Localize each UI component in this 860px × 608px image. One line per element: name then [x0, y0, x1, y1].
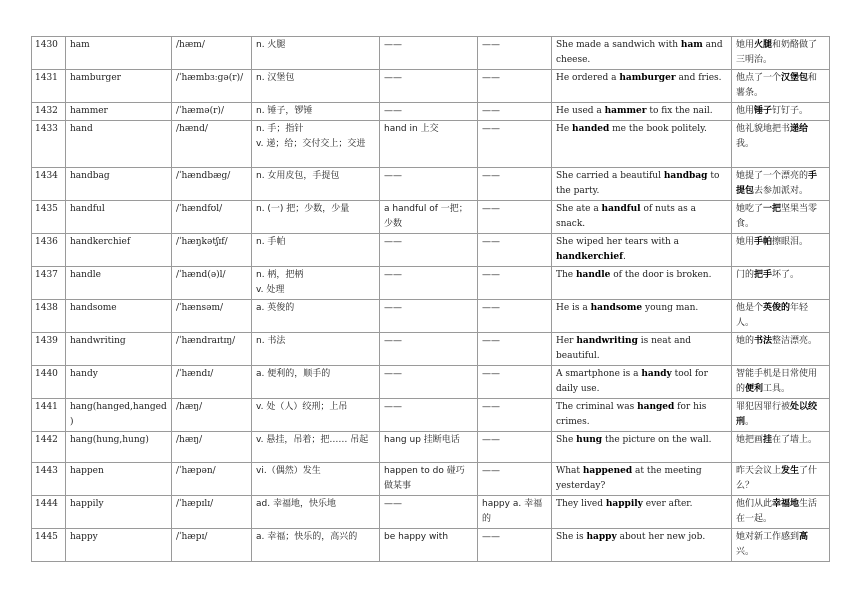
example-sentence	[552, 300, 732, 333]
example-sentence-highlight: happy	[586, 532, 617, 542]
table-row	[32, 399, 830, 432]
example-sentence-text: A smartphone is a	[556, 369, 642, 379]
entry-derivative: ——	[478, 37, 552, 70]
example-sentence-text: She made a sandwich with	[556, 40, 681, 50]
entry-number: 1436	[32, 234, 66, 267]
entry-phonetic: /ˈhændfʊl/	[172, 201, 252, 234]
meaning-line: v. 悬挂，吊着；把…… 吊起	[256, 435, 369, 445]
chinese-translation-text: 她用	[736, 40, 755, 50]
entry-word: handsome	[66, 300, 172, 333]
example-sentence	[552, 201, 732, 234]
entry-meaning	[252, 168, 380, 201]
entry-phonetic: /ˈhænsəm/	[172, 300, 252, 333]
meaning-line: n. 手；指针	[256, 124, 304, 134]
entry-word: handy	[66, 366, 172, 399]
example-sentence-highlight: handful	[601, 204, 641, 214]
table-row	[32, 333, 830, 366]
entry-word: hang(hung,hung)	[66, 432, 172, 463]
chinese-translation-text: 兴。	[736, 547, 755, 557]
example-sentence-text: Her	[556, 336, 577, 346]
example-sentence-text: me the book politely.	[609, 124, 707, 134]
entry-phrase: a handful of 一把；少数	[380, 201, 478, 234]
chinese-translation-text: 他用	[736, 106, 755, 116]
entry-word: happy	[66, 529, 172, 562]
chinese-translation-text: 昨天会议上	[736, 466, 782, 476]
entry-derivative: ——	[478, 70, 552, 103]
chinese-translation-highlight: 书法	[754, 336, 773, 346]
example-sentence-text: to fix the nail.	[646, 106, 713, 116]
example-sentence-text: to the party.	[556, 171, 720, 196]
example-sentence-text: She ate a	[556, 204, 602, 214]
chinese-translation-highlight: 手帕	[754, 237, 773, 247]
meaning-line: n. 女用皮包，手提包	[256, 171, 340, 181]
entry-word: handle	[66, 267, 172, 300]
chinese-translation-text: 坏了。	[772, 270, 800, 280]
chinese-translation-text: 了什么？	[736, 466, 818, 491]
chinese-translation-text: 她用	[736, 237, 755, 247]
chinese-translation	[732, 201, 830, 234]
chinese-translation-text: 罪犯因罪行被	[736, 402, 791, 412]
chinese-translation-highlight: 便利	[745, 384, 764, 394]
chinese-translation-text: 坚果当零食。	[736, 204, 818, 229]
entry-derivative: ——	[478, 300, 552, 333]
table-row	[32, 496, 830, 529]
chinese-translation	[732, 300, 830, 333]
entry-number: 1438	[32, 300, 66, 333]
entry-phonetic: /ˈhænd(ə)l/	[172, 267, 252, 300]
example-sentence-text: is neat and beautiful.	[556, 336, 691, 361]
entry-word: ham	[66, 37, 172, 70]
entry-number: 1430	[32, 37, 66, 70]
chinese-translation-text: 我。	[736, 139, 755, 149]
entry-phonetic: /hæŋ/	[172, 432, 252, 463]
entry-derivative: ——	[478, 529, 552, 562]
entry-number: 1439	[32, 333, 66, 366]
meaning-line: v. 处理	[256, 285, 285, 295]
entry-meaning	[252, 300, 380, 333]
entry-meaning	[252, 333, 380, 366]
example-sentence-highlight: handwriting	[576, 336, 638, 346]
chinese-translation-highlight: 递给	[790, 124, 809, 134]
example-sentence-text: She is	[556, 532, 587, 542]
entry-meaning	[252, 121, 380, 168]
entry-meaning	[252, 366, 380, 399]
chinese-translation-highlight: 汉堡包	[781, 73, 809, 83]
example-sentence-text: and fries.	[675, 73, 722, 83]
example-sentence-highlight: handbag	[663, 171, 708, 181]
entry-phonetic: /ˈhændbæg/	[172, 168, 252, 201]
example-sentence-text: young man.	[642, 303, 699, 313]
example-sentence-highlight: happened	[582, 466, 633, 476]
chinese-translation-highlight: 一把	[763, 204, 782, 214]
meaning-line: v. 递；给；交付交上；交进	[256, 139, 366, 149]
meaning-line: n. 手帕	[256, 237, 286, 247]
vocabulary-table-body	[32, 37, 830, 562]
example-sentence-highlight: handy	[641, 369, 672, 379]
example-sentence-highlight: hamburger	[619, 73, 676, 83]
example-sentence	[552, 463, 732, 496]
chinese-translation-text: 擦眼泪。	[772, 237, 809, 247]
entry-number: 1431	[32, 70, 66, 103]
chinese-translation	[732, 37, 830, 70]
example-sentence-text: She	[556, 435, 577, 445]
entry-phonetic: /hæm/	[172, 37, 252, 70]
entry-number: 1443	[32, 463, 66, 496]
entry-phrase: ——	[380, 234, 478, 267]
entry-phonetic: /hæŋ/	[172, 399, 252, 432]
entry-derivative: ——	[478, 333, 552, 366]
chinese-translation	[732, 432, 830, 463]
entry-number: 1444	[32, 496, 66, 529]
table-row	[32, 529, 830, 562]
example-sentence-highlight: handsome	[590, 303, 643, 313]
entry-word: happily	[66, 496, 172, 529]
entry-phrase: ——	[380, 333, 478, 366]
chinese-translation	[732, 168, 830, 201]
meaning-line: n. (一) 把；少数，少量	[256, 204, 350, 214]
entry-word: hammer	[66, 103, 172, 121]
entry-phrase: hang up 挂断电话	[380, 432, 478, 463]
table-row	[32, 37, 830, 70]
entry-number: 1432	[32, 103, 66, 121]
chinese-translation-text: 钉钉子。	[772, 106, 809, 116]
entry-phrase: ——	[380, 70, 478, 103]
chinese-translation-highlight: 火腿	[754, 40, 773, 50]
example-sentence-text: She wiped her tears with a	[556, 237, 680, 247]
example-sentence-text: The criminal was	[556, 402, 638, 412]
meaning-line: a. 便利的，顺手的	[256, 369, 331, 379]
chinese-translation-text: 她的	[736, 336, 755, 346]
example-sentence-text: He used a	[556, 106, 605, 116]
table-row	[32, 168, 830, 201]
example-sentence	[552, 70, 732, 103]
entry-derivative: ——	[478, 267, 552, 300]
entry-meaning	[252, 70, 380, 103]
entry-meaning	[252, 463, 380, 496]
entry-phrase: ——	[380, 267, 478, 300]
entry-number: 1437	[32, 267, 66, 300]
entry-phrase: happen to do 碰巧做某事	[380, 463, 478, 496]
entry-number: 1445	[32, 529, 66, 562]
chinese-translation	[732, 234, 830, 267]
entry-derivative: ——	[478, 103, 552, 121]
entry-phonetic: /ˈhæmbɜːgə(r)/	[172, 70, 252, 103]
chinese-translation-text: 他们从此	[736, 499, 773, 509]
example-sentence	[552, 103, 732, 121]
entry-phonetic: /ˈhæpən/	[172, 463, 252, 496]
entry-phrase: ——	[380, 103, 478, 121]
chinese-translation-text: 她把画	[736, 435, 764, 445]
chinese-translation-highlight: 英俊的	[763, 303, 791, 313]
example-sentence	[552, 399, 732, 432]
example-sentence	[552, 496, 732, 529]
entry-phrase: be happy with	[380, 529, 478, 562]
meaning-line: n. 火腿	[256, 40, 286, 50]
entry-number: 1435	[32, 201, 66, 234]
example-sentence-text: of nuts as a snack.	[556, 204, 696, 229]
chinese-translation-text: 她对新工作感到	[736, 532, 800, 542]
entry-phonetic: /ˈhæmə(r)/	[172, 103, 252, 121]
chinese-translation-text: 生活在一起。	[736, 499, 818, 524]
entry-derivative: ——	[478, 463, 552, 496]
example-sentence-text: about her new job.	[616, 532, 706, 542]
entry-phrase: ——	[380, 496, 478, 529]
example-sentence	[552, 121, 732, 168]
chinese-translation-text: 在了墙上。	[772, 435, 818, 445]
entry-derivative: ——	[478, 168, 552, 201]
example-sentence-text: ever after.	[642, 499, 693, 509]
chinese-translation-text: 和薯条。	[736, 73, 818, 98]
entry-phrase: ——	[380, 399, 478, 432]
chinese-translation-text: 他礼貌地把书	[736, 124, 791, 134]
meaning-line: a. 英俊的	[256, 303, 295, 313]
example-sentence	[552, 333, 732, 366]
meaning-line: n. 柄，把柄	[256, 270, 304, 280]
meaning-line: a. 幸福；快乐的，高兴的	[256, 532, 358, 542]
chinese-translation	[732, 496, 830, 529]
example-sentence-text: He ordered a	[556, 73, 620, 83]
chinese-translation-text: 他是个	[736, 303, 764, 313]
example-sentence-text: What	[556, 466, 583, 476]
table-row	[32, 70, 830, 103]
chinese-translation-highlight: 幸福地	[772, 499, 800, 509]
table-row	[32, 201, 830, 234]
table-row	[32, 121, 830, 168]
entry-meaning	[252, 103, 380, 121]
example-sentence-text: at the meeting yesterday?	[556, 466, 702, 491]
chinese-translation	[732, 366, 830, 399]
entry-word: hang(hanged,hanged)	[66, 399, 172, 432]
entry-meaning	[252, 37, 380, 70]
chinese-translation-text: 智能手机是日常使用的	[736, 369, 818, 394]
entry-phonetic: /ˈhæpɪlɪ/	[172, 496, 252, 529]
example-sentence-highlight: happily	[605, 499, 643, 509]
entry-number: 1434	[32, 168, 66, 201]
chinese-translation-text: 。	[745, 417, 755, 427]
example-sentence-text: She carried a beautiful	[556, 171, 664, 181]
entry-number: 1440	[32, 366, 66, 399]
chinese-translation-text: 年轻人。	[736, 303, 809, 328]
example-sentence-text: He	[556, 124, 573, 134]
chinese-translation-highlight: 锤子	[754, 106, 773, 116]
meaning-line: n. 书法	[256, 336, 286, 346]
entry-derivative: ——	[478, 399, 552, 432]
chinese-translation	[732, 399, 830, 432]
entry-derivative: ——	[478, 366, 552, 399]
example-sentence-highlight: hanged	[637, 402, 675, 412]
entry-phonetic: /ˈhændraɪtɪŋ/	[172, 333, 252, 366]
example-sentence-text: The	[556, 270, 576, 280]
entry-derivative: happy a. 幸福的	[478, 496, 552, 529]
example-sentence	[552, 37, 732, 70]
entry-phonetic: /ˈhændɪ/	[172, 366, 252, 399]
meaning-line: n. 汉堡包	[256, 73, 295, 83]
example-sentence-text: They lived	[556, 499, 606, 509]
entry-word: hamburger	[66, 70, 172, 103]
example-sentence-highlight: handed	[572, 124, 610, 134]
entry-phonetic: /ˈhæpɪ/	[172, 529, 252, 562]
table-row	[32, 463, 830, 496]
entry-phonetic: /hænd/	[172, 121, 252, 168]
example-sentence	[552, 168, 732, 201]
chinese-translation-text: 他点了一个	[736, 73, 782, 83]
entry-word: handbag	[66, 168, 172, 201]
example-sentence-text: tool for daily use.	[556, 369, 708, 394]
chinese-translation-highlight: 挂	[763, 435, 773, 445]
entry-derivative: ——	[478, 234, 552, 267]
chinese-translation-highlight: 手提包	[736, 171, 818, 196]
table-row	[32, 267, 830, 300]
example-sentence	[552, 366, 732, 399]
example-sentence-highlight: handkerchief	[556, 252, 623, 262]
entry-meaning	[252, 399, 380, 432]
example-sentence-highlight: ham	[680, 40, 703, 50]
meaning-line: v. 处（人）绞刑；上吊	[256, 402, 348, 412]
example-sentence-text: of the door is broken.	[610, 270, 712, 280]
entry-word: handful	[66, 201, 172, 234]
entry-number: 1442	[32, 432, 66, 463]
example-sentence	[552, 529, 732, 562]
table-row	[32, 366, 830, 399]
table-row	[32, 234, 830, 267]
example-sentence-highlight: hammer	[604, 106, 647, 116]
example-sentence-highlight: hung	[576, 435, 603, 445]
chinese-translation-text: 工具。	[763, 384, 791, 394]
example-sentence-text: .	[622, 252, 626, 262]
example-sentence-text: He is a	[556, 303, 591, 313]
chinese-translation	[732, 267, 830, 300]
entry-phrase: hand in 上交	[380, 121, 478, 168]
entry-meaning	[252, 496, 380, 529]
example-sentence	[552, 267, 732, 300]
chinese-translation-text: 和奶酪做了三明治。	[736, 40, 818, 65]
entry-word: handkerchief	[66, 234, 172, 267]
chinese-translation	[732, 103, 830, 121]
example-sentence-text: for his crimes.	[556, 402, 707, 427]
chinese-translation	[732, 121, 830, 168]
example-sentence-text: and cheese.	[556, 40, 723, 65]
chinese-translation-highlight: 把手	[754, 270, 773, 280]
chinese-translation	[732, 463, 830, 496]
chinese-translation-text: 去参加派对。	[754, 186, 809, 196]
entry-phonetic: /ˈhæŋkətʃɪf/	[172, 234, 252, 267]
chinese-translation-highlight: 发生	[781, 466, 800, 476]
vocabulary-table	[31, 36, 830, 562]
entry-meaning	[252, 529, 380, 562]
entry-phrase: ——	[380, 168, 478, 201]
entry-number: 1433	[32, 121, 66, 168]
table-row	[32, 432, 830, 463]
table-row	[32, 103, 830, 121]
chinese-translation-text: 门的	[736, 270, 755, 280]
entry-meaning	[252, 201, 380, 234]
example-sentence	[552, 432, 732, 463]
meaning-line: ad. 幸福地，快乐地	[256, 499, 336, 509]
entry-meaning	[252, 267, 380, 300]
example-sentence	[552, 234, 732, 267]
chinese-translation-highlight: 高	[799, 532, 809, 542]
entry-phrase: ——	[380, 37, 478, 70]
entry-meaning	[252, 234, 380, 267]
chinese-translation	[732, 529, 830, 562]
chinese-translation	[732, 70, 830, 103]
example-sentence-text: the picture on the wall.	[602, 435, 712, 445]
chinese-translation	[732, 333, 830, 366]
meaning-line: vi.（偶然）发生	[256, 466, 321, 476]
chinese-translation-text: 整洁漂亮。	[772, 336, 818, 346]
table-row	[32, 300, 830, 333]
chinese-translation-text: 她吃了	[736, 204, 764, 214]
entry-meaning	[252, 432, 380, 463]
chinese-translation-highlight: 处以绞刑	[736, 402, 818, 427]
entry-phrase: ——	[380, 366, 478, 399]
entry-number: 1441	[32, 399, 66, 432]
entry-word: hand	[66, 121, 172, 168]
entry-word: handwriting	[66, 333, 172, 366]
example-sentence-highlight: handle	[576, 270, 611, 280]
entry-derivative: ——	[478, 432, 552, 463]
entry-phrase: ——	[380, 300, 478, 333]
entry-derivative: ——	[478, 121, 552, 168]
chinese-translation-text: 她提了一个漂亮的	[736, 171, 809, 181]
entry-derivative: ——	[478, 201, 552, 234]
entry-word: happen	[66, 463, 172, 496]
meaning-line: n. 锤子，锣锤	[256, 106, 313, 116]
